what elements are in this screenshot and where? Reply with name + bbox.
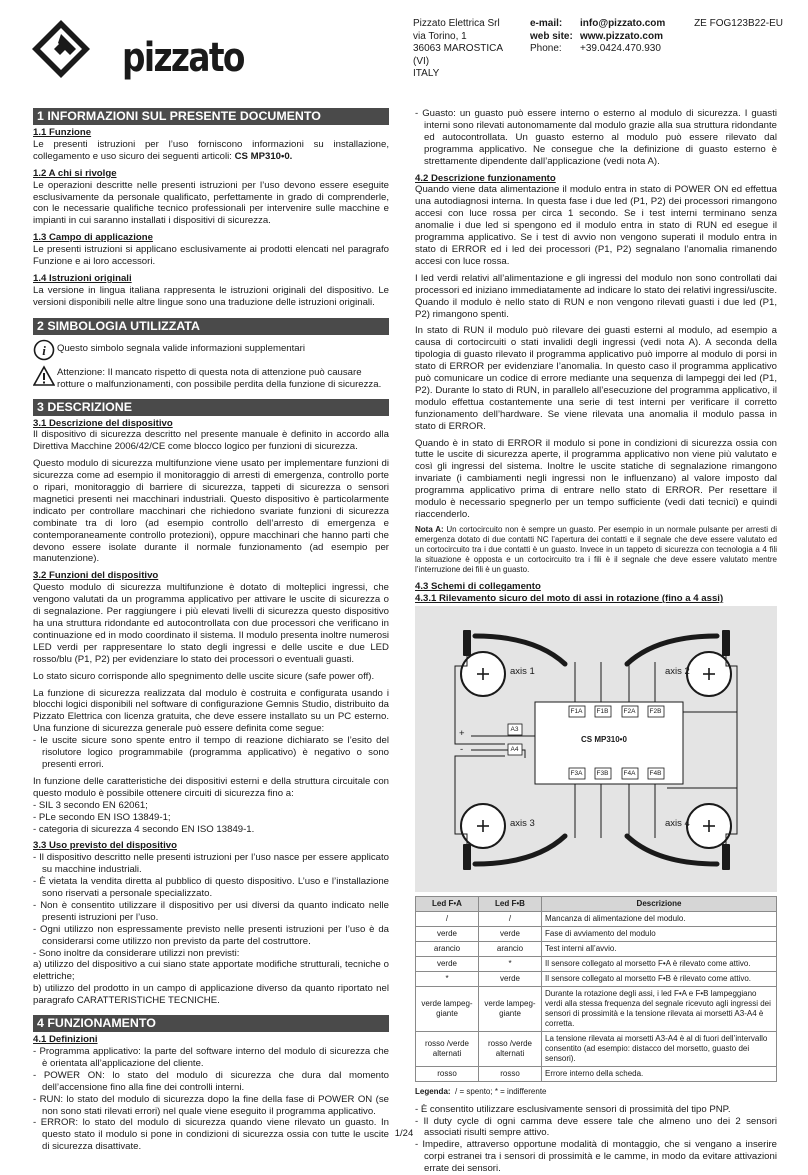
led-status-table [415, 896, 777, 1082]
phone-label: Phone: [530, 43, 562, 54]
list-item: - PLe secondo EN ISO 13849-1; [33, 811, 171, 823]
paragraph: La versione in lingua italiana rappresenta le istruzioni originali del dispositivo. Le versioni disponibili nelle altre lingue sono una traduzione delle istruzioni originali. [33, 284, 389, 308]
company-address [413, 18, 518, 81]
phone-number: +39.0424.470.930 [580, 43, 661, 54]
note-a: Nota A: Un cortocircuito non è sempre un guasto. Per esempio in un normale pulsante per arresti di emergenza dotato di due contatti NC l’apertura dei contatti e il segnale che deve essere valutato ed un cortocircuito tra i due contatti è un guasto. Invece in un tappeto di sicurezza con tecnologia a 4 fili la situazione è opposta e un cortocircuito tra i fili è il segnale che deve essere valutato mentre l’interruzione dei fili è un guasto. [415, 524, 777, 574]
terminal-f3b: F3B [596, 769, 609, 777]
table-row [416, 941, 777, 956]
list-item: - Programma applicativo: la parte del software interno del modulo di sicurezza che è orientata all’applicazione del cliente. [33, 1046, 389, 1069]
table-row [416, 986, 777, 1031]
subsection-title: 1.4 Istruzioni originali [33, 272, 132, 284]
info-icon [33, 339, 55, 361]
wiring-diagram-graphic [415, 606, 777, 892]
right-column [415, 108, 777, 1175]
table-row [416, 971, 777, 986]
led-fa-cell: verde lampeg-giante [416, 986, 479, 1031]
paragraph: I led verdi relativi all’alimentazione e gli ingressi del modulo non sono controllati dai processori ed iniziano immediatamente ad indicare lo stato dei relativi ingressi/uscite. Quando il modulo è nello stato di RUN e non vengono rilevati guasti i due led (P1, P2) rimangono spenti. [415, 272, 777, 320]
paragraph: Le operazioni descritte nelle presenti istruzioni per l’uso devono essere eseguite esclusivamente da personale qualificato, perfettamente in grado di comprenderle, con le necessarie qualifiche tecnico professionali per intervenire sulle macchine e impianti in cui saranno installati i dispositivi di sicurezza. [33, 179, 389, 227]
terminal-f4b: F4B [649, 769, 662, 777]
page-number: 1/24 [394, 1128, 414, 1139]
subsection-title: 3.1 Descrizione del dispositivo [33, 417, 173, 429]
subsection-title: 4.1 Definizioni [33, 1034, 98, 1046]
subsection-title: 1.2 A chi si rivolge [33, 167, 117, 179]
list-item: - Guasto: un guasto può essere interno o esterno al modulo di sicurezza. I guasti interni sono rilevati autonomamente dal modulo grazie alla sua struttura ridondante ed autocontrollata. Un guasto esterno al modulo può essere rilevato dal programma applicativo. Ne consegue che la definizione di guasto esterno è strettamente dipendente dall’applicazione (vedi nota A). [415, 108, 777, 167]
led-fb-cell: rosso /verde alternati [479, 1031, 542, 1066]
svg-text:i: i [42, 342, 46, 358]
list-item: - POWER ON: lo stato del modulo di sicurezza che dura dal momento dell’accensione fino alla fine dei controlli interni. [33, 1069, 389, 1093]
warning-symbol-row: Attenzione: Il mancato rispetto di questa nota di attenzione può causare rotture o malfunzionamenti, con possibile perdita della funzione di sicurezza. [33, 365, 389, 391]
paragraph: Questo modulo di sicurezza multifunzione viene usato per implementare funzioni di sicurezza come ad esempio il monitoraggio di arresti di emergenza, controllo porte o ripari, monitoraggio di barriere di sicurezza, tappeti di sicurezza o sensori magnetici presenti nei macchinari industriali. Questo dispositivo è particolarmente indicato per controllare macchinari che richiedono svariate funzioni di sicurezza combinate tra di loro (ad esempio controllo dell’arresto di emergenza e contemporaneamente controllo protezioni), oppure macchinari che hanno parti che devono essere isolate durante il normale funzionamento (ad esempio per manutenzione). [33, 458, 389, 565]
wiring-diagram [415, 606, 777, 892]
paragraph: Quando è in stato di ERROR il modulo si pone in condizioni di sicurezza ossia con tutte le uscite di sicurezza aperte, il programma applicativo non viene più valutato e così gli ingressi del sistema. Inoltre le uscite statiche di segnalazione rimangono invariate (i cambiamenti negli ingressi non le influenzano) al valore imposto dal programma applicativo prima di entrare nello stato di ERROR. Per resettare il modulo è necessario spegnerlo per un tempo sufficiente (vedi dati tecnici) e quindi riaccenderlo. [415, 437, 777, 520]
info-symbol-row: i Questo simbolo segnala valide informazioni supplementari [33, 339, 389, 361]
left-column [33, 108, 389, 1153]
column-header: Led F•B [479, 896, 542, 911]
web-link[interactable]: www.pizzato.com [580, 30, 663, 42]
led-fa-cell: / [416, 911, 479, 926]
company-city: 36063 MAROSTICA (VI) [413, 43, 503, 67]
table-row [416, 1031, 777, 1066]
logo-diamond-icon [30, 18, 92, 80]
minus-terminal-label: - [460, 743, 464, 755]
subsection-title: 4.2 Descrizione funzionamento [415, 172, 556, 184]
logo-text: pizzato [122, 35, 244, 81]
paragraph: Quando viene data alimentazione il modulo entra in stato di POWER ON ed effettua una autodiagnosi interna. In questa fase i due led (P1, P2) dei processori rimangono accesi con luce rossa per circa 1 secondo. Se i test interni terminano senza anomalie i due led si spengono ed il modulo entra in stato di RUN ed esegue il programma applicativo. Se i test di avvio non vengono superati il modulo entra in stato di ERROR ed i led dei processori (P1, P2) segnalano l’anomalia rimanendo accesi con luce rossa. [415, 184, 777, 267]
section-title: 3 DESCRIZIONE [33, 399, 389, 416]
led-fb-cell: * [479, 956, 542, 971]
led-fa-cell: arancio [416, 941, 479, 956]
company-street: via Torino, 1 [413, 30, 467, 42]
description-cell: Fase di avviamento del modulo [542, 926, 777, 941]
subsection-title: 4.3 Schemi di collegamento [415, 580, 541, 592]
company-country: ITALY [413, 68, 440, 79]
list-item: - ERROR: lo stato del modulo di sicurezza quando viene rilevato un guasto. In questo stato il modulo si pone in condizioni di sicurezza ossia con tutte le uscite di sicurezza disattivate. [33, 1117, 389, 1153]
list-item: - È vietata la vendita diretta al pubblico di questo dispositivo. L’uso e l’installazione sono riservati a personale specializzato. [33, 876, 389, 900]
led-fa-cell: verde [416, 926, 479, 941]
section-title: 1 INFORMAZIONI SUL PRESENTE DOCUMENTO [33, 108, 389, 125]
table-row [416, 956, 777, 971]
led-fb-cell: verde lampeg-giante [479, 986, 542, 1031]
led-fb-cell: verde [479, 971, 542, 986]
list-item: - RUN: lo stato del modulo di sicurezza dopo la fine della fase di POWER ON (se non sono stati rilevati errori) nel quale viene eseguito il programma applicativo. [33, 1093, 389, 1117]
terminal-f2a: F2A [623, 707, 636, 715]
list-item: - È consentito utilizzare esclusivamente sensori di prossimità del tipo PNP. [415, 1103, 731, 1115]
description-cell: La tensione rilevata ai morsetti A3-A4 è al di fuori dell’intervallo consentito (ad esempio: distacco del morsetto, guasto dei sensori). [542, 1031, 777, 1066]
led-fb-cell: rosso [479, 1066, 542, 1081]
paragraph: Lo stato sicuro corrisponde allo spegnimento delle uscite sicure (safe power off). [33, 670, 375, 682]
email-link[interactable]: info@pizzato.com [580, 18, 666, 29]
axis-4-label: axis 4 [665, 817, 690, 829]
description-cell: Il sensore collegato al morsetto F•B è rilevato come attivo. [542, 971, 777, 986]
section-title: 4 FUNZIONAMENTO [33, 1015, 389, 1032]
list-item: - Sono inoltre da considerare utilizzi non previsti: [33, 947, 240, 959]
column-header: Descrizione [542, 896, 777, 911]
paragraph: In funzione delle caratteristiche dei dispositivi esterni e della struttura circuitale con questo modulo è possibile ottenere circuiti di sicurezza fino a: [33, 775, 389, 799]
plus-terminal-label: + [459, 727, 465, 739]
list-item: - Non è consentito utilizzare il dispositivo per usi diversi da quanto indicato nelle presenti istruzioni per l’uso. [33, 899, 389, 923]
description-cell: Mancanza di alimentazione del modulo. [542, 911, 777, 926]
list-item: - SIL 3 secondo EN 62061; [33, 799, 148, 811]
list-item: - le uscite sicure sono spente entro il tempo di reazione dichiarato se l’esito del risolutore logico programmabile (programma applicativo) è negativo o sono presenti errori. [33, 735, 389, 770]
terminal-f4a: F4A [623, 769, 636, 777]
terminal-a4: A4 [510, 745, 519, 753]
device-label: CS MP310•0 [581, 734, 627, 744]
web-label: web site: [530, 30, 573, 42]
paragraph: Le presenti istruzioni si applicano esclusivamente ai prodotti elencati nel paragrafo Funzione e ai loro accessori. [33, 244, 389, 268]
warning-icon [33, 365, 55, 387]
subsection-title: 3.3 Uso previsto del dispositivo [33, 840, 177, 852]
paragraph: In stato di RUN il modulo può rilevare dei guasti esterni al modulo, ad esempio a causa di cortocircuiti o stati invalidi degli ingressi (vedi nota A). A seconda della tipologia di guasto rilevato il programma applicativo può imporre al modulo di porsi in stato di ERROR per evidenziare l’anomalia. In questo caso il programma applicativo può comunicare un codice di errore mediante una sequenza di lampeggi dei led (P1, P2). Durante lo stato di RUN, in parallelo all’esecuzione del programma applicativo, il modulo effettua costantemente una serie di test interni per verificare il corretto funzionamento dell’hardware. Se viene rilevata una anomalia il modulo passa in stato di ERROR. [415, 325, 777, 432]
paragraph: Le presenti istruzioni per l’uso forniscono informazioni su installazione, collegamento e uso sicuro dei seguenti articoli: CS MP310•0. [33, 138, 389, 162]
column-header: Led F•A [416, 896, 479, 911]
terminal-a3: A3 [510, 725, 519, 733]
led-fa-cell: rosso [416, 1066, 479, 1081]
table-row [416, 1066, 777, 1081]
paragraph: Il dispositivo di sicurezza descritto nel presente manuale è definito in accordo alla Direttiva Macchine 2006/42/CE come blocco logico per funzioni di sicurezza. [33, 429, 389, 453]
axis-3-label: axis 3 [510, 817, 535, 829]
email-label: e-mail: [530, 18, 563, 29]
paragraph: Questo modulo di sicurezza multifunzione è dotato di molteplici ingressi, che vengono valutati da un programma applicativo per attivare le uscite di sicurezza o di segnalazione. Per raggiungere i più elevati livelli di sicurezza questo dispositivo ha una struttura ridondante ed autocontrollata con due processori che verificano in continuazione ed in modo coordinato il sistema. Il modulo presenta inoltre numerosi LED verdi per rappresentare lo stato degli ingressi e delle uscite e due LED rosso/blu (P1, P2) per evidenziare lo stato dei processori o eventuali guasti. [33, 582, 389, 665]
led-fb-cell: verde [479, 926, 542, 941]
table-header-row [416, 896, 777, 911]
paragraph: La funzione di sicurezza realizzata dal modulo è costruita e configurata usando i blocchi logici disponibili nel software di configurazione Gemnis Studio, distribuito da Pizzato Elettrica con licenza gratuita, che deve essere installato su un PC esterno. Una funzione di sicurezza generale può essere definita come segue: [33, 687, 389, 735]
article-code: CS MP310•0. [234, 150, 293, 162]
description-cell: Errore interno della scheda. [542, 1066, 777, 1081]
led-fb-cell: arancio [479, 941, 542, 956]
document-code: ZE FOG123B22-EU [694, 18, 783, 29]
list-item: - Il dispositivo descritto nelle presenti istruzioni per l’uso nasce per essere applicato su macchine industriali. [33, 852, 389, 876]
company-contacts [530, 18, 670, 56]
led-fb-cell: / [479, 911, 542, 926]
terminal-f2b: F2B [649, 707, 662, 715]
list-item: b) utilizzo del prodotto in un campo di applicazione diverso da quanto riportato nel paragrafo CARATTERISTICHE TECNICHE. [33, 983, 389, 1007]
led-fa-cell: verde [416, 956, 479, 971]
terminal-f1b: F1B [596, 707, 609, 715]
list-item: - Ogni utilizzo non espressamente previsto nelle presenti istruzioni per l’uso è da considerarsi come utilizzo non previsto da parte del costruttore. [33, 923, 389, 947]
table-legend: Legenda: / = spento; * = indifferente [415, 1086, 547, 1096]
terminal-f3a: F3A [570, 769, 583, 777]
table-row [416, 926, 777, 941]
pizzato-logo [30, 18, 244, 81]
led-fa-cell: rosso /verde alternati [416, 1031, 479, 1066]
subsection-title: 1.1 Funzione [33, 127, 92, 138]
company-name: Pizzato Elettrica Srl [413, 18, 500, 29]
subsection-title: 1.3 Campo di applicazione [33, 232, 153, 244]
subsection-title: 4.3.1 Rilevamento sicuro del moto di assi in rotazione (fino a 4 assi) [415, 592, 724, 604]
table-row [416, 911, 777, 926]
axis-2-label: axis 2 [665, 665, 690, 677]
list-item: a) utilizzo del dispositivo a cui siano state apportate modifiche strutturali, tecniche o elettriche; [33, 959, 389, 983]
list-item: - Impedire, attraverso opportune modalità di montaggio, che si vengano a inserire corpi estranei tra i sensori di prossimità e le camme, in modo da evitare attivazioni errate dei sensori. [415, 1139, 777, 1175]
subsection-title: 3.2 Funzioni del dispositivo [33, 570, 159, 582]
led-fa-cell: * [416, 971, 479, 986]
list-item: - categoria di sicurezza 4 secondo EN ISO 13849-1. [33, 823, 255, 835]
terminal-f1a: F1A [570, 707, 583, 715]
description-cell: Test interni all’avvio. [542, 941, 777, 956]
list-item: - Il duty cycle di ogni camma deve essere tale che almeno uno dei 2 sensori associati risulti sempre attivo. [415, 1115, 777, 1139]
description-cell: Il sensore collegato al morsetto F•A è rilevato come attivo. [542, 956, 777, 971]
section-title: 2 SIMBOLOGIA UTILIZZATA [33, 318, 389, 335]
description-cell: Durante la rotazione degli assi, i led F•A e F•B lampeggiano verdi alla stessa frequenza del segnale ricevuto agli ingressi dei sensori di prossimità e la tensione rilevata ai morsetti A3-A4 è corretta. [542, 986, 777, 1031]
axis-1-label: axis 1 [510, 665, 535, 677]
